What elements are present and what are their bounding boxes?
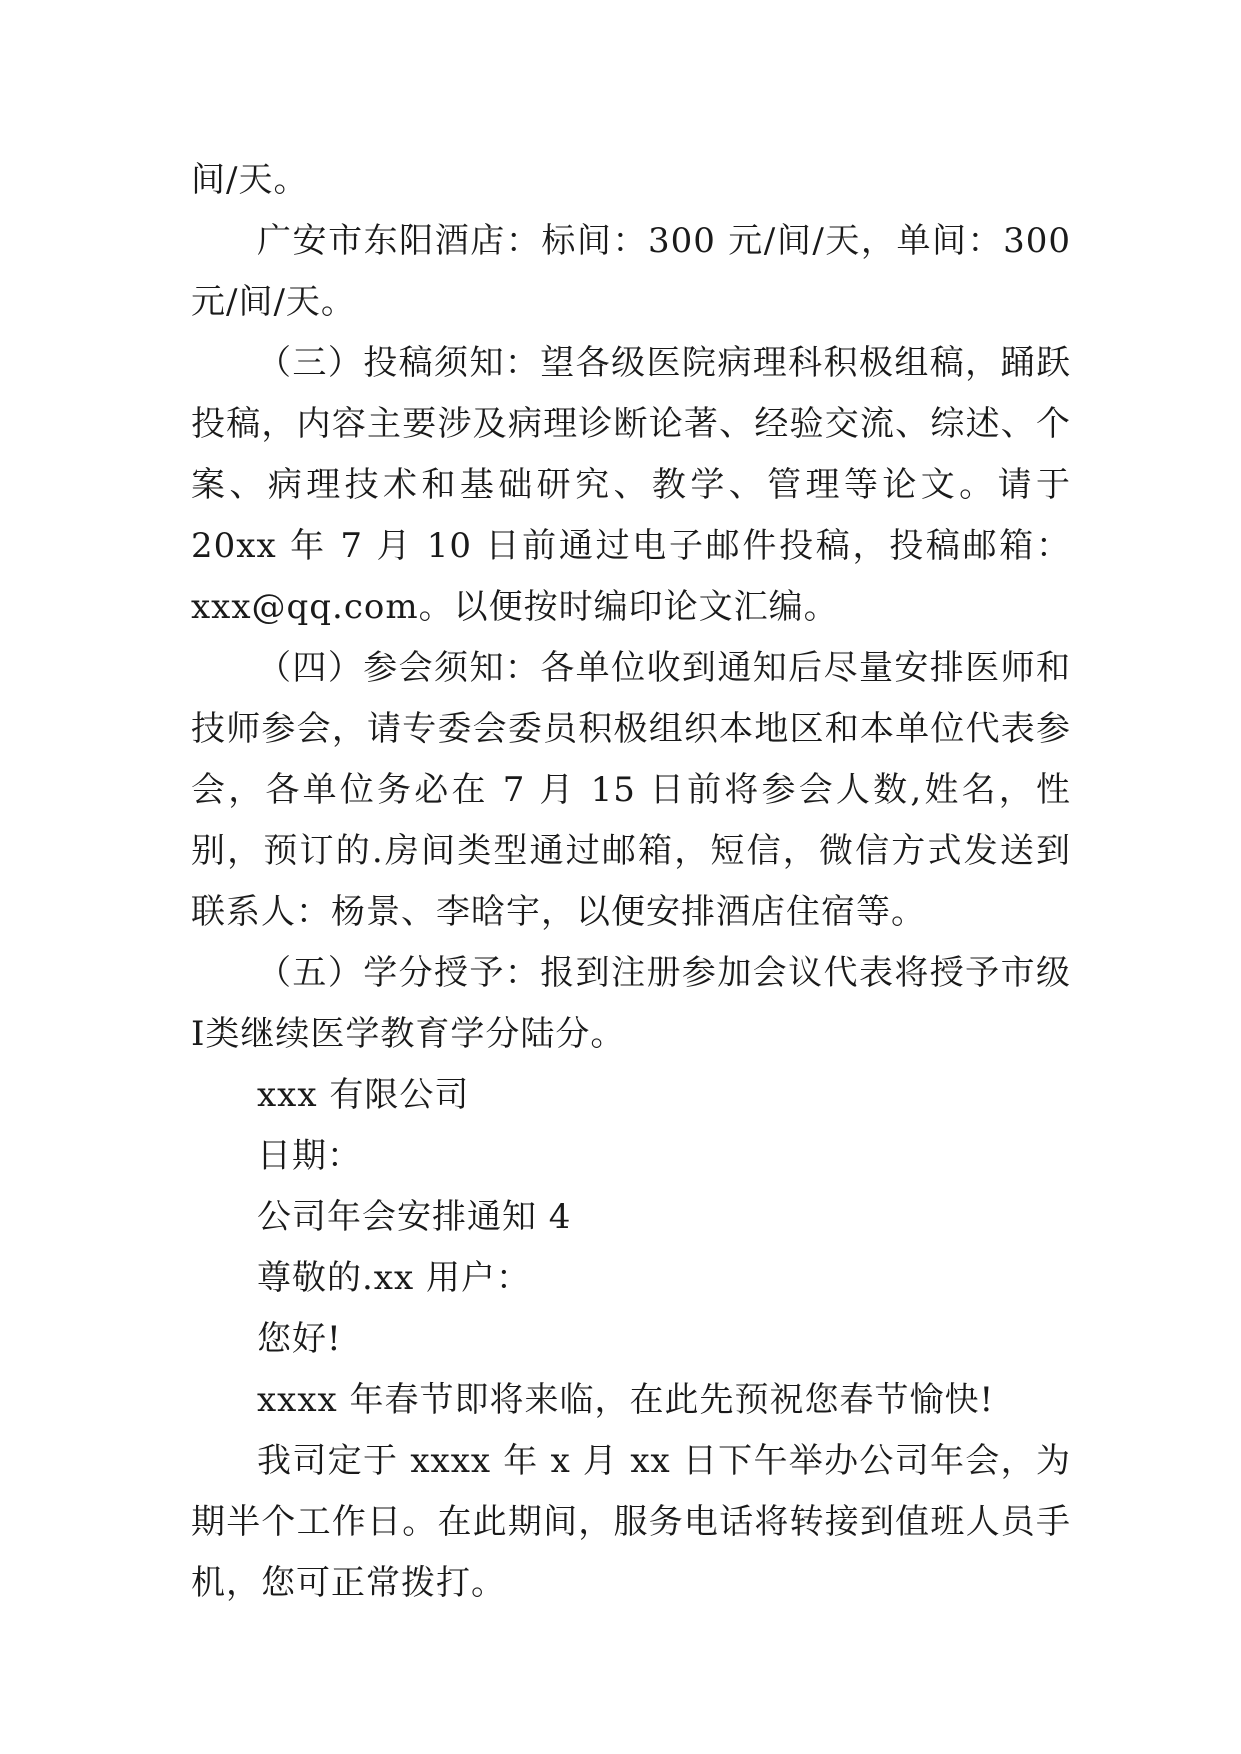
salutation: 尊敬的.xx 用户：	[257, 1258, 531, 1298]
section-title: 公司年会安排通知 4	[257, 1197, 572, 1237]
paragraph-credit-award: （五）学分授予：报到注册参加会议代表将授予市级Ⅰ类继续医学教育学分陆分。	[191, 953, 1071, 1054]
paragraph-attendance-notice: （四）参会须知：各单位收到通知后尽量安排医师和技师参会，请专委会委员积极组织本地区和本单位代表参会，各单位务必在 7 月 15 日前将参会人数,姓名，性别，预订的.房间类型通过邮箱，短信，微信方式发送到联系人：杨景、李晗宇，以便安排酒店住宿等。	[191, 648, 1071, 932]
paragraph-annual-meeting: 我司定于 xxxx 年 x 月 xx 日下午举办公司年会，为期半个工作日。在此期间，服务电话将转接到值班人员手机，您可正常拨打。	[191, 1441, 1071, 1603]
paragraph-continuation: 间/天。	[191, 160, 309, 200]
document-body	[191, 150, 1071, 1614]
holiday-wishes: xxxx 年春节即将来临，在此先预祝您春节愉快!	[257, 1380, 995, 1420]
paragraph-hotel-price: 广安市东阳酒店：标间：300 元/间/天，单间：300 元/间/天。	[191, 221, 1071, 322]
paragraph-submission-notice: （三）投稿须知：望各级医院病理科积极组稿，踊跃投稿，内容主要涉及病理诊断论著、经验交流、综述、个案、病理技术和基础研究、教学、管理等论文。请于 20xx 年 7 月 10 日前通过电子邮件投稿，投稿邮箱：xxx@qq.com。以便按时编印论文汇编。	[191, 343, 1071, 627]
greeting: 您好!	[257, 1319, 342, 1359]
company-name: xxx 有限公司	[257, 1075, 470, 1115]
date-line: 日期：	[257, 1136, 362, 1176]
